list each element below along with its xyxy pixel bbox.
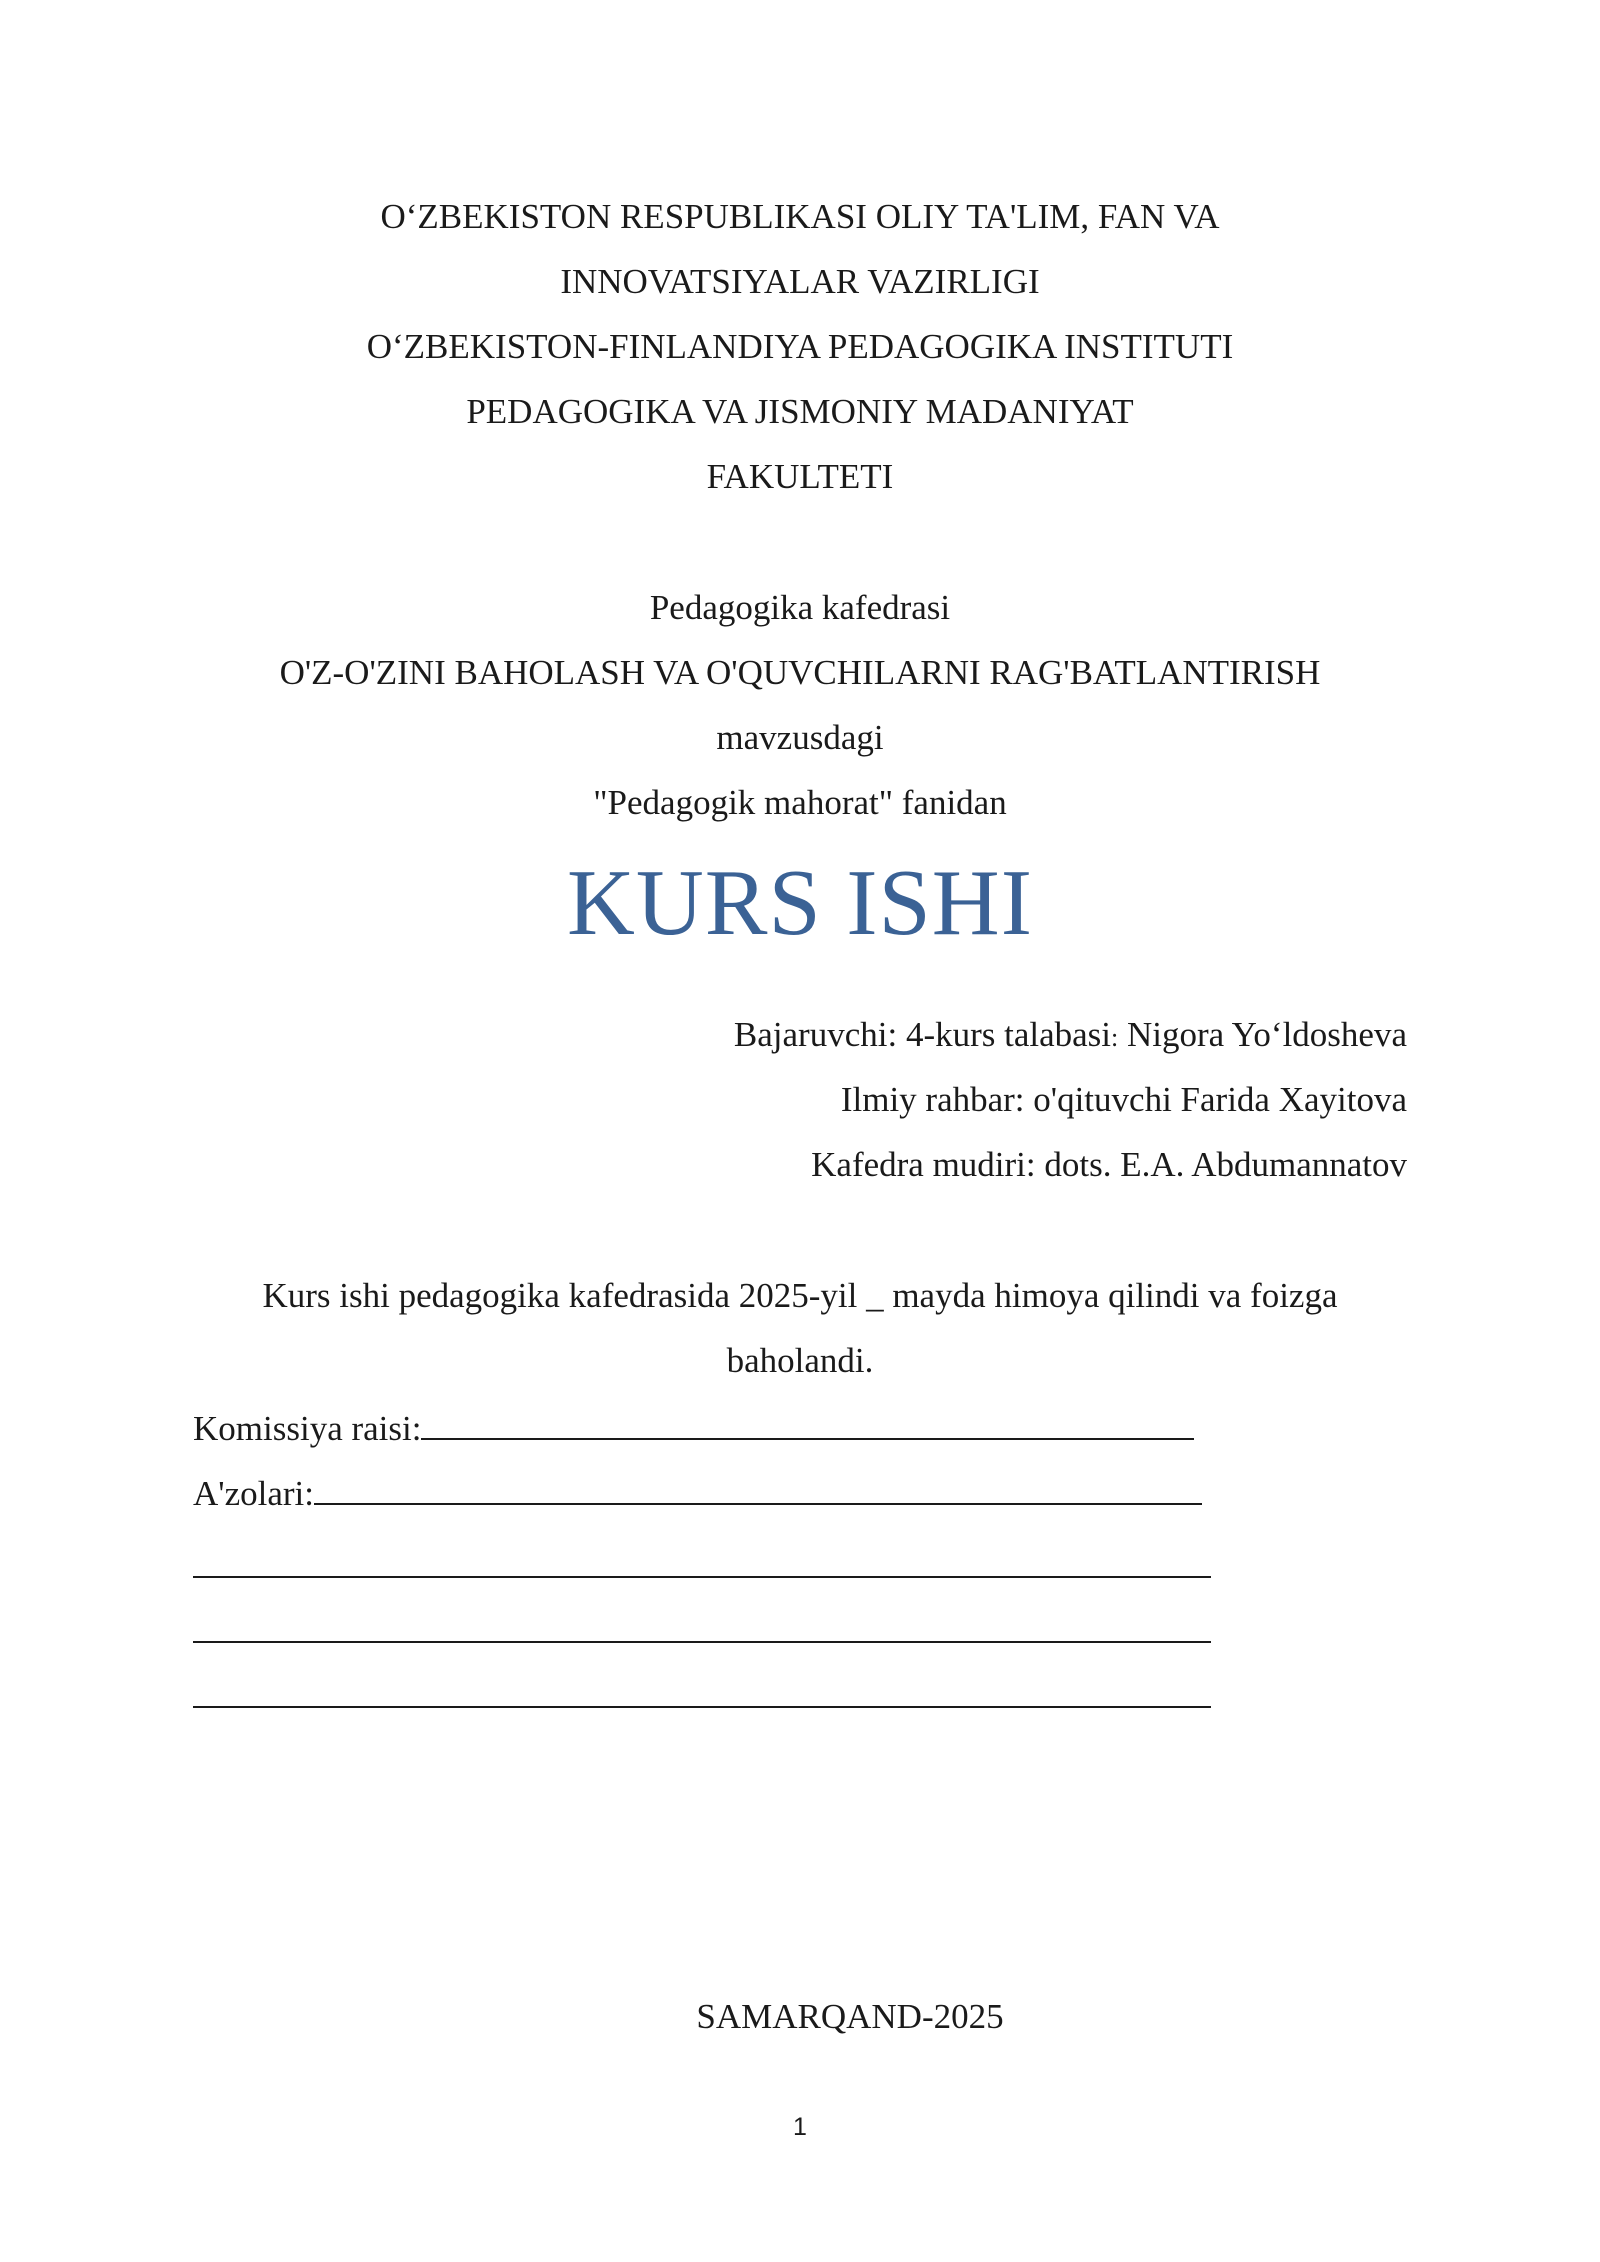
department-name: Pedagogika kafedrasi: [649, 588, 951, 627]
subject-line: "Pedagogik mahorat" fanidan: [593, 783, 1007, 822]
institute-name: O‘ZBEKISTON-FINLANDIYA PEDAGOGIKA INSTITUTI: [366, 327, 1234, 366]
signature-rule-2: [193, 1641, 1211, 1643]
ministry-line-1: O‘ZBEKISTON RESPUBLIKASI OLIY TA'LIM, FAN VA: [380, 197, 1220, 236]
course-theme: O'Z-O'ZINI BAHOLASH VA O'QUVCHILARNI RAG'BATLANTIRISH: [279, 653, 1321, 692]
faculty-line-1: PEDAGOGIKA VA JISMONIY MADANIYAT: [466, 392, 1134, 431]
executor-name: Nigora Yo‘ldosheva: [1118, 1015, 1407, 1054]
commission-members-label: A'zolari:: [193, 1474, 314, 1513]
head-of-department-line: Kafedra mudiri: dots. E.A. Abdumannatov: [811, 1145, 1407, 1184]
page-number: 1: [793, 2113, 807, 2141]
executor-colon: :: [1111, 1023, 1119, 1052]
supervisor-line: Ilmiy rahbar: o'qituvchi Farida Xayitova: [840, 1080, 1407, 1119]
commission-members-blank: [314, 1469, 1202, 1505]
defense-statement-line-2: baholandi.: [726, 1341, 874, 1380]
course-theme-suffix: mavzusdagi: [716, 718, 884, 757]
commission-members-line: [193, 1469, 1202, 1516]
faculty-line-2: FAKULTETI: [706, 457, 894, 496]
executor-label: Bajaruvchi: 4-kurs talabasi: [733, 1015, 1112, 1054]
executor-line: [507, 1013, 1407, 1060]
commission-chair-label: Komissiya raisi:: [193, 1409, 422, 1448]
signature-rule-3: [193, 1706, 1211, 1708]
city-year: SAMARQAND-2025: [696, 1997, 1004, 2036]
commission-chair-line: [193, 1404, 1194, 1451]
ministry-line-2: INNOVATSIYALAR VAZIRLIGI: [560, 262, 1040, 301]
commission-chair-blank: [421, 1404, 1194, 1440]
signature-rule-1: [193, 1576, 1211, 1578]
defense-statement-line-1: Kurs ishi pedagogika kafedrasida 2025-yil _ mayda himoya qilindi va foizga: [262, 1276, 1338, 1315]
document-title: KURS ISHI: [566, 851, 1033, 955]
